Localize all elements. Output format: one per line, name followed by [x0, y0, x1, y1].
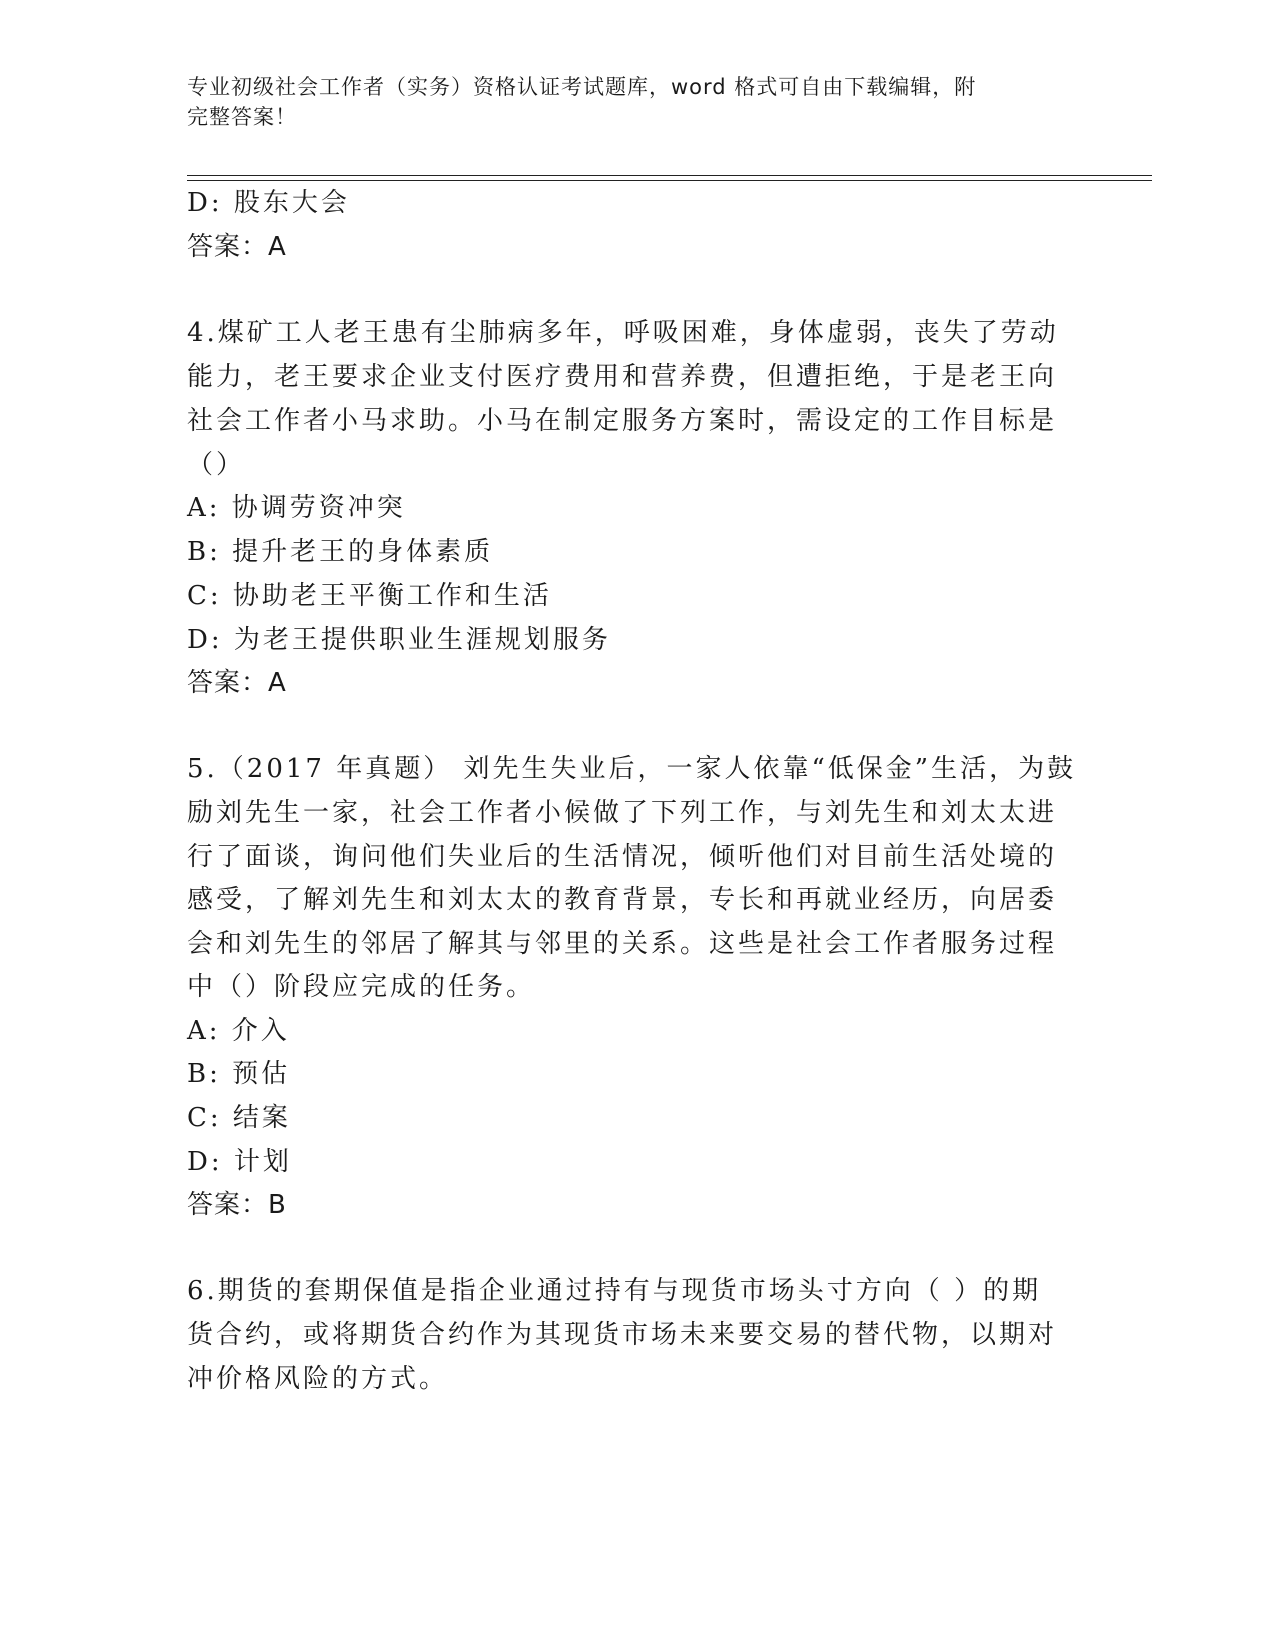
- header-divider-top: [187, 175, 1152, 176]
- q5-option-b: B: 预估: [187, 1059, 291, 1089]
- q5-option-c: C: 结案: [187, 1103, 291, 1133]
- q5-stem-line-5: 会和刘先生的邻居了解其与邻里的关系。这些是社会工作者服务过程: [187, 929, 1058, 959]
- q5-stem-line-6: 中（）阶段应完成的任务。: [187, 972, 536, 1002]
- header-line-1: 专业初级社会工作者（实务）资格认证考试题库，word 格式可自由下载编辑，附: [187, 75, 977, 99]
- header-divider-bottom: [187, 180, 1152, 181]
- q5-stem-line-4: 感受，了解刘先生和刘太太的教育背景，专长和再就业经历，向居委: [187, 885, 1058, 915]
- q5-option-a: A: 介入: [187, 1016, 290, 1046]
- q5-option-d: D: 计划: [187, 1147, 292, 1177]
- q4-stem-line-2: 能力，老王要求企业支付医疗费用和营养费，但遭拒绝，于是老王向: [187, 362, 1058, 392]
- q5-stem-line-1: 5.（2017 年真题） 刘先生失业后，一家人依靠“低保金”生活，为鼓: [187, 754, 1077, 784]
- q4-option-a: A: 协调劳资冲突: [187, 493, 406, 523]
- header-line-2: 完整答案！: [187, 105, 297, 129]
- q6-stem-line-3: 冲价格风险的方式。: [187, 1364, 449, 1394]
- q4-stem-line-4: （）: [187, 450, 246, 480]
- q6-stem-line-2: 货合约，或将期货合约作为其现货市场未来要交易的替代物，以期对: [187, 1320, 1058, 1350]
- q4-option-d: D: 为老王提供职业生涯规划服务: [187, 625, 611, 655]
- q4-option-b: B: 提升老王的身体素质: [187, 537, 494, 567]
- q4-option-c: C: 协助老王平衡工作和生活: [187, 581, 552, 611]
- q5-answer: 答案：B: [187, 1190, 287, 1220]
- q4-stem-line-1: 4.煤矿工人老王患有尘肺病多年，呼吸困难，身体虚弱，丧失了劳动: [187, 318, 1059, 348]
- q4-answer: 答案：A: [187, 668, 287, 698]
- q4-stem-line-3: 社会工作者小马求助。小马在制定服务方案时，需设定的工作目标是: [187, 406, 1058, 436]
- q5-stem-line-2: 励刘先生一家，社会工作者小候做了下列工作，与刘先生和刘太太进: [187, 798, 1058, 828]
- q5-stem-line-3: 行了面谈，询问他们失业后的生活情况，倾听他们对目前生活处境的: [187, 842, 1058, 872]
- q6-stem-line-1: 6.期货的套期保值是指企业通过持有与现货市场头寸方向（ ）的期: [187, 1276, 1042, 1306]
- document-header: [187, 72, 1067, 132]
- q3-answer: 答案：A: [187, 232, 287, 262]
- q3-option-d: D: 股东大会: [187, 188, 350, 218]
